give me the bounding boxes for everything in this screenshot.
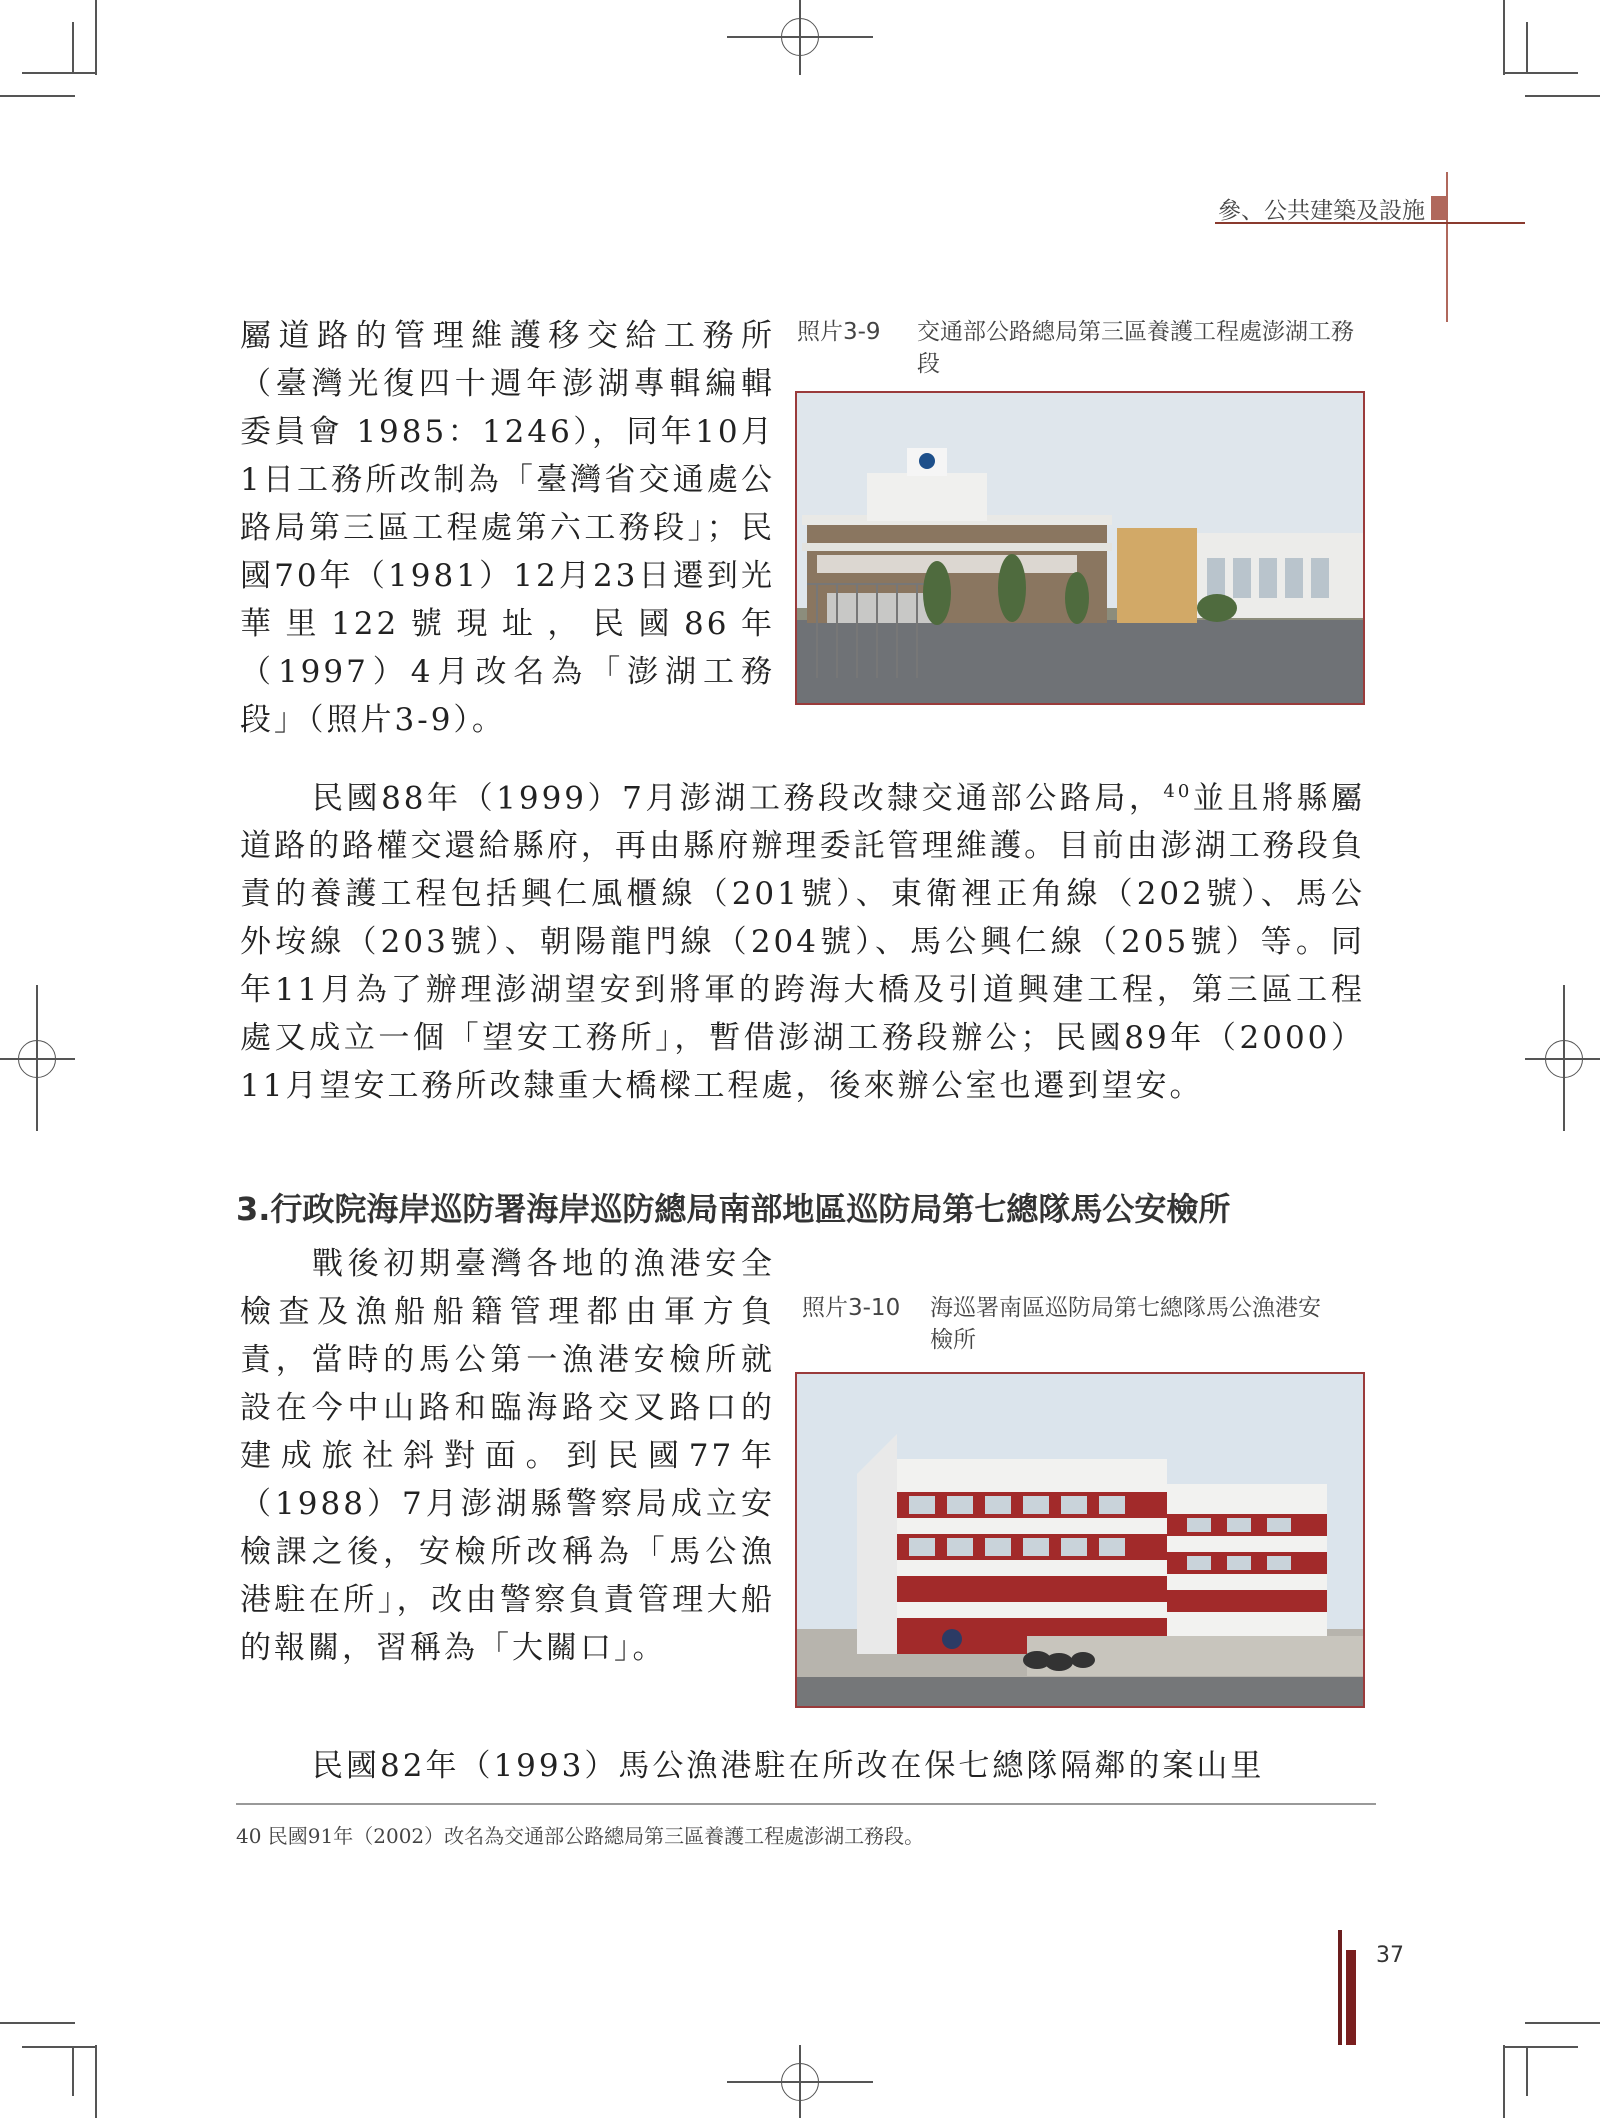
crop-mark [1503, 2045, 1505, 2118]
crop-mark [22, 72, 97, 74]
page-number: 37 [1376, 1943, 1404, 1968]
body-text-run: 民國88年（1999）7月澎湖工務段改隸交通部公路局， [312, 780, 1164, 817]
crop-mark [1525, 95, 1600, 97]
crop-mark [72, 22, 74, 72]
photo-highway-office-image [797, 393, 1363, 703]
footnote-rule [236, 1803, 1376, 1805]
photo-caption-number: 照片3-10 [802, 1295, 901, 1321]
section2-left-column [240, 1240, 775, 1672]
body-paragraph: 民國82年（1993）馬公漁港駐在所改在保七總隊隔鄰的案山里 [312, 1748, 1265, 1784]
crop-mark [0, 95, 75, 97]
page-number-bar [1346, 1950, 1356, 2045]
page-number-bar [1338, 1930, 1342, 2045]
photo-coast-guard-station [795, 1372, 1365, 1708]
photo-caption-text: 交通部公路總局第三區養護工程處澎湖工務段 [917, 319, 1354, 377]
crop-mark [95, 0, 97, 75]
registration-circle [781, 2063, 819, 2101]
crop-mark [0, 2022, 75, 2024]
crop-mark [1503, 2046, 1578, 2048]
crop-mark [1503, 72, 1578, 74]
photo-coast-guard-station-image [797, 1374, 1363, 1706]
crop-mark [1503, 0, 1505, 75]
footnote: 40 民國91年（2002）改名為交通部公路總局第三區養護工程處澎湖工務段。 [236, 1824, 925, 1848]
running-head-marker [1431, 196, 1447, 220]
crop-mark [1526, 22, 1528, 72]
body-paragraph: 戰後初期臺灣各地的漁港安全檢查及漁船船籍管理都由軍方負責，當時的馬公第一漁港安檢所就設在今中山路和臨海路交叉路口的建成旅社斜對面。到民國77年（1988）7月澎湖縣警察局成立安檢課之後，安檢所改稱為「馬公漁港駐在所」，改由警察負責管理大船的報關，習稱為「大關口」。 [240, 1246, 775, 1666]
photo-caption [802, 1292, 1342, 1356]
crop-mark [72, 2046, 74, 2096]
footnote-reference: 40 [1163, 781, 1193, 802]
section-heading: 3.行政院海岸巡防署海岸巡防總局南部地區巡防局第七總隊馬公安檢所 [236, 1190, 1231, 1228]
section1-left-column [240, 312, 775, 744]
section2-full-column [240, 1742, 1365, 1790]
crop-mark [95, 2045, 97, 2118]
crop-mark [1525, 2022, 1600, 2024]
crop-mark [22, 2046, 97, 2048]
body-paragraph: 屬道路的管理維護移交給工務所（臺灣光復四十週年澎湖專輯編輯委員會 1985：1246），同年10月1日工務所改制為「臺灣省交通處公路局第三區工程處第六工務段」；民國70年（1981）12月23日遷到光華里122號現址，民國86年（1997）4月改名為「澎湖工務段」（照片3-9）。 [240, 318, 775, 738]
photo-caption-text: 海巡署南區巡防局第七總隊馬公漁港安檢所 [930, 1295, 1321, 1353]
crop-mark [1526, 2046, 1528, 2096]
running-head-rule-vertical [1446, 172, 1448, 322]
running-head: 參、公共建築及設施 [1218, 198, 1425, 224]
body-text-run: 並且將縣屬道路的路權交還給縣府，再由縣府辦理委託管理維護。目前由澎湖工務段負責的養護工程包括興仁風櫃線（201號）、東衛裡正角線（202號）、馬公外垵線（203號）、朝陽龍門線（204號）、馬公興仁線（205號）等。同年11月為了辦理澎湖望安到將軍的跨海大橋及引道興建工程，第三區工程處又成立一個「望安工務所」，暫借澎湖工務段辦公；民國89年（2000）11月望安工務所改隸重大橋樑工程處，後來辦公室也遷到望安。 [240, 780, 1366, 1105]
registration-circle [1545, 1040, 1583, 1078]
section1-full-column [240, 768, 1365, 1110]
body-paragraph [240, 768, 1365, 1110]
photo-highway-office [795, 391, 1365, 705]
registration-circle [781, 18, 819, 56]
registration-circle [18, 1040, 56, 1078]
photo-caption [797, 316, 1367, 380]
photo-caption-number: 照片3-9 [797, 319, 881, 345]
